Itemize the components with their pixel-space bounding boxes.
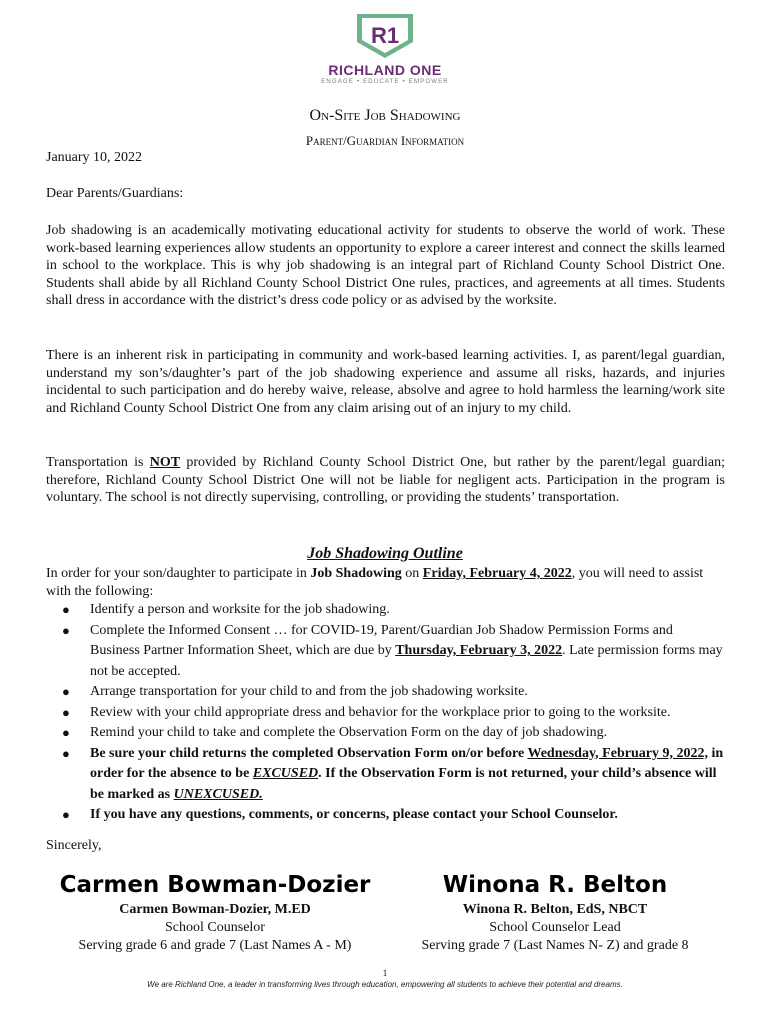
signer-name: Winona R. Belton, EdS, NBCT	[462, 902, 648, 917]
outline-list	[62, 600, 725, 826]
list-item-text: . If the Observation Form is not returned, your child’s absence will be marked as	[90, 766, 717, 802]
paragraph-risk: There is an inherent risk in participating in community and work-based learning activities. I, as parent/legal guardian, understand my son’s/daughter’s part of the job shadowing experience and assume all risks, hazards, and injuries incidental to such participation and do hereby waive, release, absolve and agree to hold harmless the learning/work site and Richland County School District One from any claim arising out of an injury to my child.	[46, 348, 725, 416]
list-item	[62, 723, 725, 744]
bullet-icon: ●	[62, 745, 70, 761]
paragraph-intro: Job shadowing is an academically motivating educational activity for students to observe the world of work. These work-based learning experiences allow students an opportunity to explore a career interest and connect the skills learned in school to the workplace. This is why job shadowing is an integral part of Richland County School District One. Students shall abide by all Richland County School District One rules, practices, and agreements at all times. Students shall dress in accordance with the district’s dress code policy or as advised by the worksite.	[46, 223, 725, 309]
bullet-icon: ●	[62, 807, 70, 822]
signer-serving: Serving grade 7 (Last Names N- Z) and grade 8	[421, 938, 689, 953]
logo-name: RICHLAND ONE	[328, 62, 442, 78]
list-item	[62, 600, 725, 621]
text-segment: provided by Richland County School District One, but rather by the parent/legal guardian; therefore, Richland County School District One will not be liable for negligent acts. Participation in the program is voluntary. The school is not directly supervising, controlling, or providing the students’ transportation.	[46, 455, 725, 506]
signature-block-lead	[380, 870, 730, 955]
list-item	[62, 682, 725, 703]
bullet-icon: ●	[62, 725, 70, 740]
list-item	[62, 744, 725, 806]
list-item-text: Identify a person and worksite for the job shadowing.	[90, 602, 390, 617]
page-subtitle: Parent/Guardian Information	[305, 133, 465, 148]
excused-label: EXCUSED	[252, 766, 319, 781]
list-item	[62, 703, 725, 724]
logo-tagline: ENGAGE • EDUCATE • EMPOWER	[321, 79, 449, 85]
list-item-text: Complete the Informed Consent … for COVID-19, Parent/Guardian Job Shadow Permission Forms and Business Partner Information Sheet, which are due by	[90, 622, 673, 658]
text-bold: Job Shadowing	[310, 566, 402, 581]
signature: Carmen Bowman-Dozier	[59, 872, 371, 898]
bullet-icon: ●	[62, 622, 70, 638]
text-segment: on	[401, 566, 423, 581]
signer-name: Carmen Bowman-Dozier, M.ED	[119, 902, 311, 917]
text-segment: Transportation is	[46, 455, 150, 470]
text-segment: , you will need to assist with the following:	[46, 566, 704, 599]
closing: Sincerely,	[46, 838, 102, 853]
list-item-text: Remind your child to take and complete the Observation Form on the day of job shadowing.	[90, 725, 608, 740]
logo-mark: R1	[370, 23, 400, 48]
text-segment: In order for your son/daughter to participate in	[46, 566, 311, 581]
list-item	[62, 621, 725, 683]
bullet-icon: ●	[62, 684, 70, 699]
signature: Winona R. Belton	[442, 872, 668, 898]
emphasis-not: NOT	[149, 455, 181, 470]
bullet-icon: ●	[62, 704, 70, 720]
bullet-icon: ●	[62, 602, 70, 617]
signature-block-counselor	[40, 870, 390, 955]
list-item-text: in order for the absence to be	[90, 745, 724, 781]
letter-date: January 10, 2022	[46, 150, 143, 165]
outline-intro	[46, 565, 725, 600]
due-date: Thursday, February 3, 2022	[395, 643, 563, 658]
event-date: Friday, February 4, 2022	[422, 566, 572, 581]
signer-role: School Counselor	[165, 920, 265, 935]
outline-heading: Job Shadowing Outline	[307, 545, 463, 562]
page-number: 1	[382, 968, 388, 978]
list-item-text: Be sure your child returns the completed Observation Form on/or before	[90, 745, 528, 761]
signer-role: School Counselor Lead	[489, 920, 621, 935]
list-item-text: Review with your child appropriate dress and behavior for the workplace prior to going to the worksite.	[90, 704, 671, 720]
footer-motto: We are Richland One, a leader in transforming lives through education, empowering all students to achieve their potential and dreams.	[147, 980, 623, 989]
district-logo	[300, 12, 470, 85]
page-title: On-Site Job Shadowing	[309, 107, 461, 124]
return-date: Wednesday, February 9, 2022,	[527, 745, 708, 761]
letter-greeting: Dear Parents/Guardians:	[46, 186, 184, 201]
list-item-text: If you have any questions, comments, or concerns, please contact your School Counselor.	[90, 807, 618, 822]
signer-serving: Serving grade 6 and grade 7 (Last Names A - M)	[78, 938, 352, 953]
unexcused-label: UNEXCUSED.	[173, 786, 263, 802]
shield-icon	[355, 12, 415, 60]
paragraph-transportation	[46, 454, 725, 507]
list-item-text: Arrange transportation for your child to and from the job shadowing worksite.	[90, 684, 528, 699]
list-item-text: . Late permission forms may not be accepted.	[90, 643, 723, 679]
list-item	[62, 805, 725, 826]
